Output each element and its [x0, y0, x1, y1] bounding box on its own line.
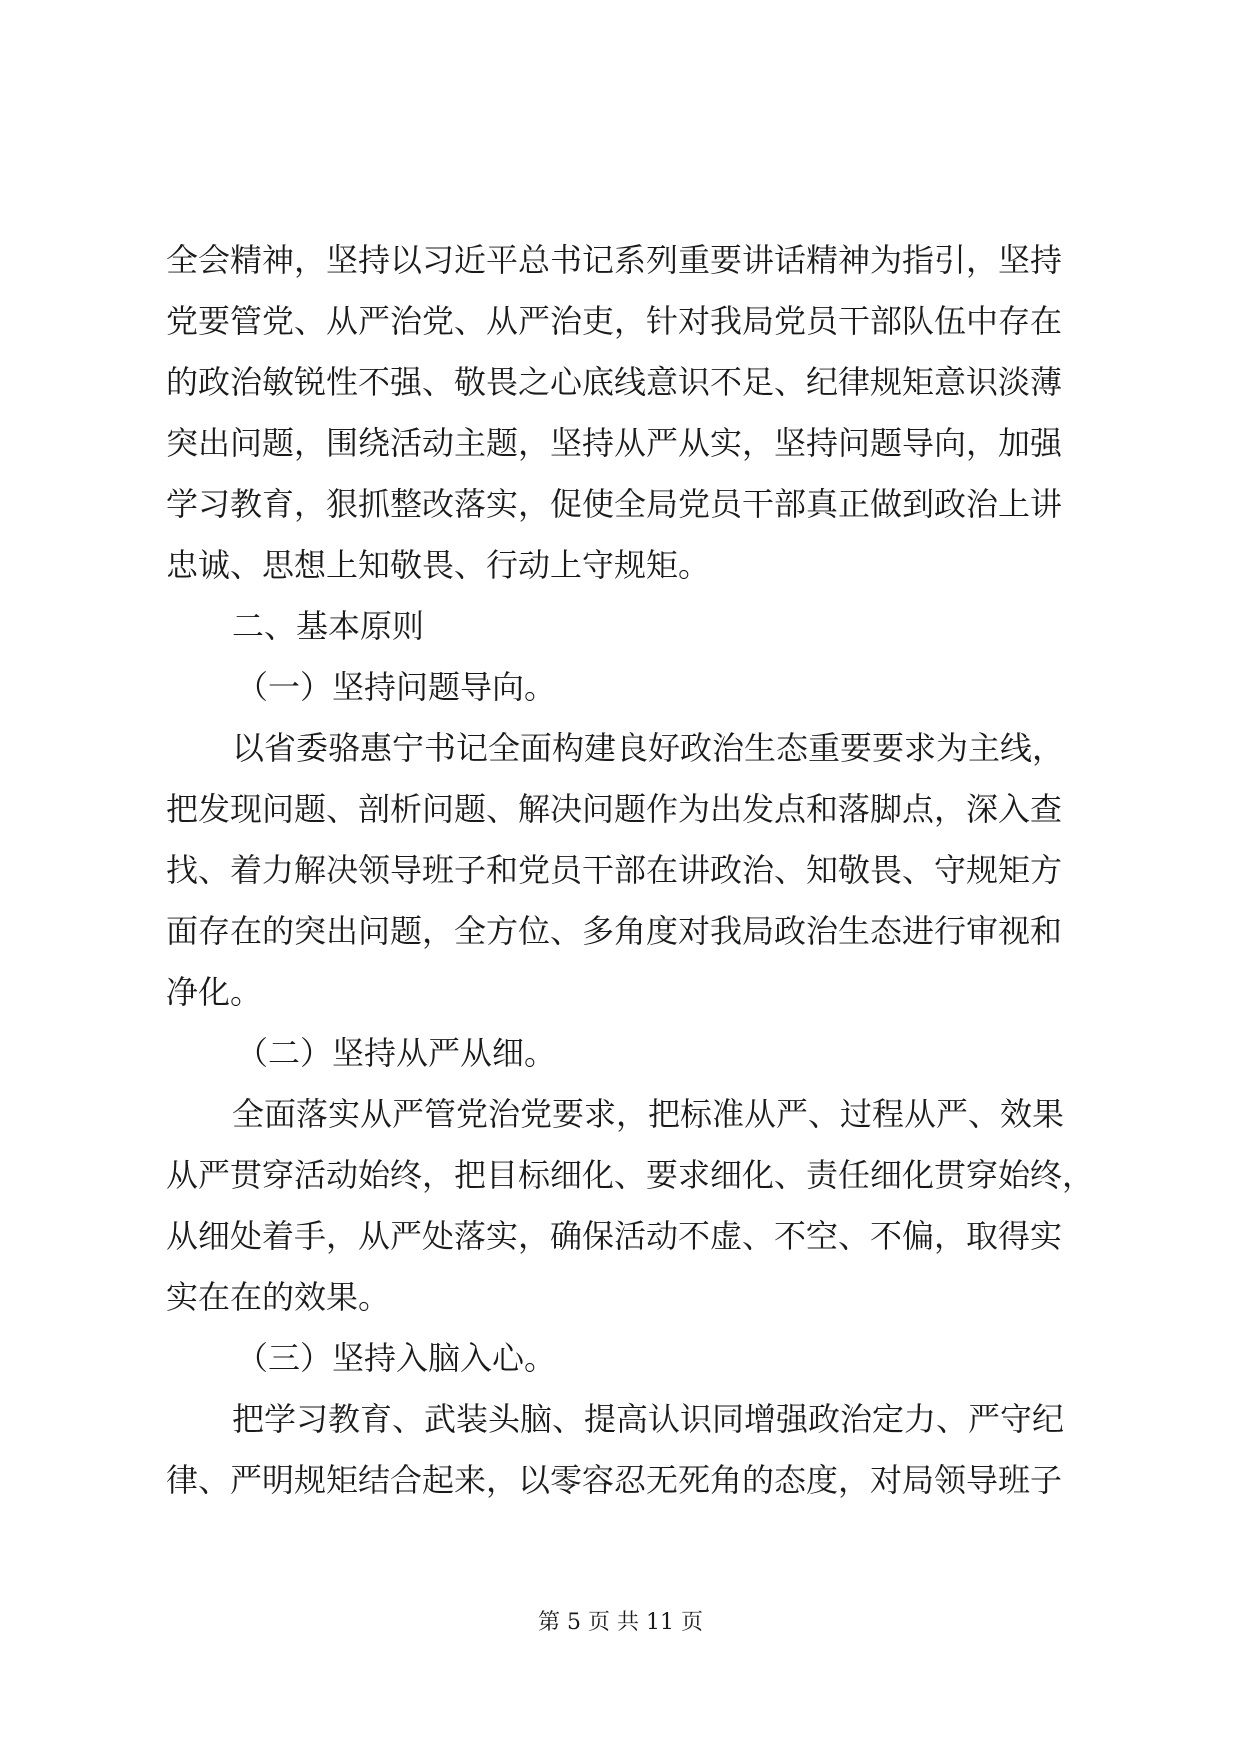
- paragraph-line: 把学习教育、武装头脑、提高认识同增强政治定力、严守纪: [232, 1400, 1065, 1438]
- body-text: [166, 230, 1095, 1511]
- paragraph-line: 实在在的效果。: [166, 1278, 391, 1316]
- paragraph-line: 找、着力解决领导班子和党员干部在讲政治、知敬畏、守规矩方: [166, 851, 1063, 889]
- paragraph-line: 从严贯穿活动始终，把目标细化、要求细化、责任细化贯穿始终，: [166, 1156, 1095, 1194]
- page-footer: 第 5 页 共 11 页: [538, 1610, 703, 1635]
- subsection-heading: （一）坚持问题导向。: [236, 668, 557, 706]
- subsection-heading: （三）坚持入脑入心。: [236, 1339, 557, 1377]
- paragraph-line: 全会精神，坚持以习近平总书记系列重要讲话精神为指引，坚持: [166, 241, 1063, 279]
- paragraph-line: 全面落实从严管党治党要求，把标准从严、过程从严、效果: [232, 1095, 1065, 1133]
- paragraph-line: 学习教育，狠抓整改落实，促使全局党员干部真正做到政治上讲: [166, 485, 1063, 523]
- paragraph-line: 的政治敏锐性不强、敬畏之心底线意识不足、纪律规矩意识淡薄: [166, 363, 1063, 401]
- paragraph-line: 律、严明规矩结合起来，以零容忍无死角的态度，对局领导班子: [166, 1461, 1063, 1499]
- subsection-heading: （二）坚持从严从细。: [236, 1034, 557, 1072]
- paragraph-line: 面存在的突出问题，全方位、多角度对我局政治生态进行审视和: [166, 912, 1063, 950]
- paragraph-line: 突出问题，围绕活动主题，坚持从严从实，坚持问题导向，加强: [166, 424, 1063, 462]
- paragraph-line: 净化。: [166, 973, 263, 1011]
- paragraph-line: 把发现问题、剖析问题、解决问题作为出发点和落脚点，深入查: [166, 790, 1063, 828]
- paragraph-line: 从细处着手，从严处落实，确保活动不虚、不空、不偏，取得实: [166, 1217, 1063, 1255]
- paragraph-line: 党要管党、从严治党、从严治吏，针对我局党员干部队伍中存在: [166, 302, 1063, 340]
- section-heading: 二、基本原则: [232, 607, 425, 645]
- paragraph-line: 以省委骆惠宁书记全面构建良好政治生态重要要求为主线，: [232, 729, 1065, 767]
- paragraph-line: 忠诚、思想上知敬畏、行动上守规矩。: [166, 546, 711, 584]
